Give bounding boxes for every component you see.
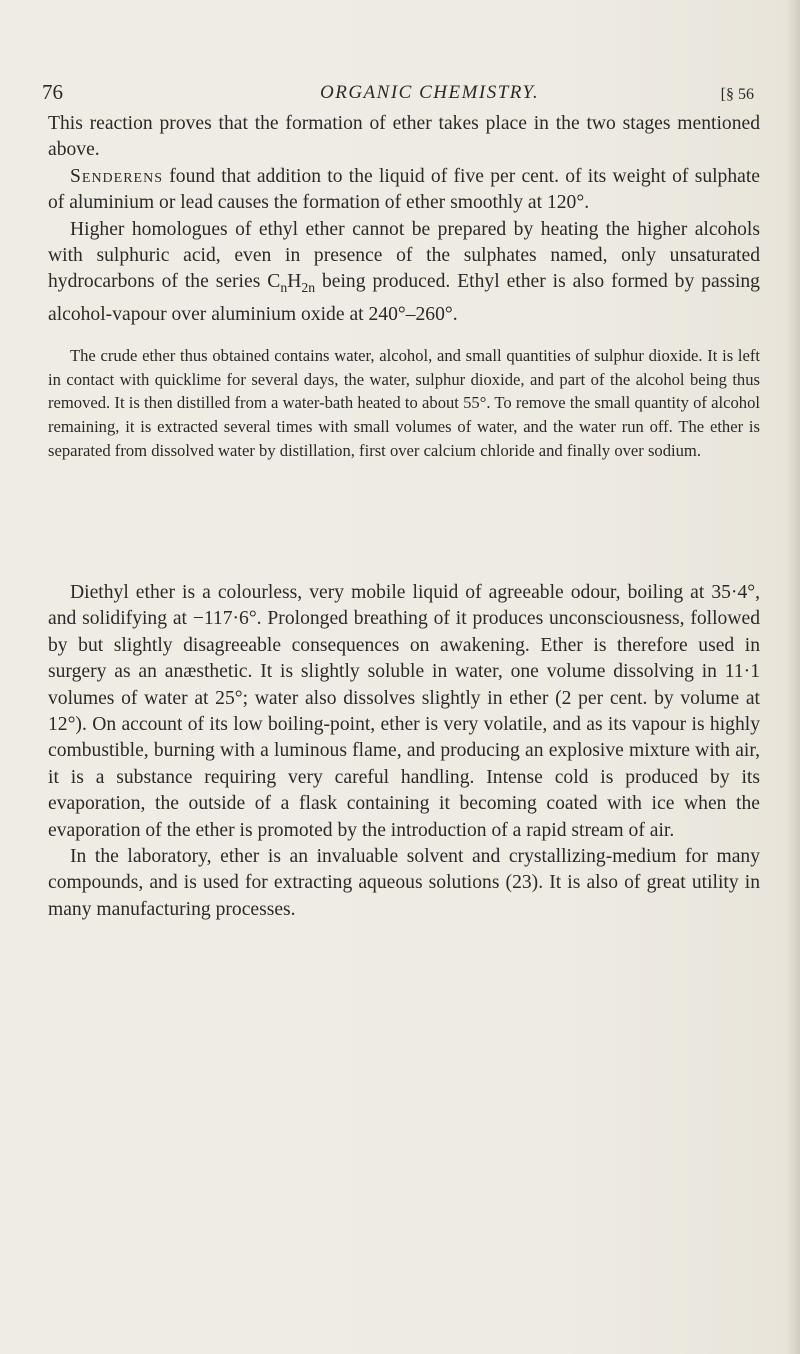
formula-hydrogen: H: [287, 271, 302, 293]
page-number: 76: [42, 80, 63, 104]
paragraph-laboratory-uses: In the laboratory, ether is an invaluable solvent and crystallizing-medium for many compounds, and is used for extracting aqueous solutions (23). It is also of great utility in many manufacturing processes.: [48, 846, 760, 920]
chemical-formula: [267, 271, 316, 296]
formula-subscript-n: n: [280, 280, 288, 296]
paragraph-diethyl-ether-properties: Diethyl ether is a colourless, very mobile liquid of agreeable odour, boiling at 35·4°, and solidifying at −117·6°. Prolonged breathing of it produces unconsciousness, followed by but slightly disagreeable consequences on awakening. Ether is therefore used in surgery as an anæsthetic. It is slightly soluble in water, one volume dissolving in 11·1 volumes of water at 25°; water also dissolves slightly in ether (2 per cent. by volume at 12°). On account of its low boiling-point, ether is very volatile, and as its vapour is highly combustible, burning with a luminous flame, and producing an explosive mixture with air, it is a substance requiring very careful handling. Intense cold is produced by its evaporation, the outside of a flask containing it becoming coated with ice when the evaporation of the ether is promoted by the introduction of a rapid stream of air.: [48, 582, 760, 841]
page-header: [42, 80, 762, 110]
paragraph-senderens: [48, 164, 760, 217]
author-name: Senderens: [70, 165, 164, 187]
paragraph-higher-homologues-text-a: Higher homologues of ethyl ether cannot be prepared by heating the higher alcohols with sulphuric acid, even in presence of the sulphates named, only unsaturated hydrocarbons of the series: [48, 218, 760, 293]
small-print-block: [48, 344, 760, 463]
running-head: ORGANIC CHEMISTRY.: [320, 82, 540, 103]
paragraph-senderens-text: found that addition to the liquid of five per cent. of its weight of sulphate of aluminium or lead causes the formation of ether smoothly at 120°.: [48, 165, 760, 214]
main-lower-text-block: [48, 580, 760, 923]
paragraph-higher-homologues: [48, 217, 760, 329]
paragraph-higher-homologues-text-b: being produced. Ethyl ether is also formed by passing alcohol-vapour over aluminium oxide at 240°–260°.: [48, 271, 760, 325]
formula-carbon: C: [267, 271, 281, 293]
page-edge-shadow: [786, 0, 800, 1354]
upper-text-block: [48, 111, 760, 328]
paragraph-crude-ether-purification: The crude ether thus obtained contains water, alcohol, and small quantities of sulphur dioxide. It is left in contact with quicklime for several days, the water, sulphur dioxide, and part of the alcohol being thus removed. It is then distilled from a water-bath heated to about 55°. To remove the small quantity of alcohol remaining, it is extracted several times with small volumes of water, and the water run off. The ether is separated from dissolved water by distillation, first over calcium chloride and finally over sodium.: [48, 346, 760, 460]
paragraph-reaction-proof: This reaction proves that the formation of ether takes place in the two stages mentioned above.: [48, 113, 760, 161]
formula-subscript-2n: 2n: [301, 280, 316, 296]
section-reference: [§ 56: [720, 86, 754, 103]
